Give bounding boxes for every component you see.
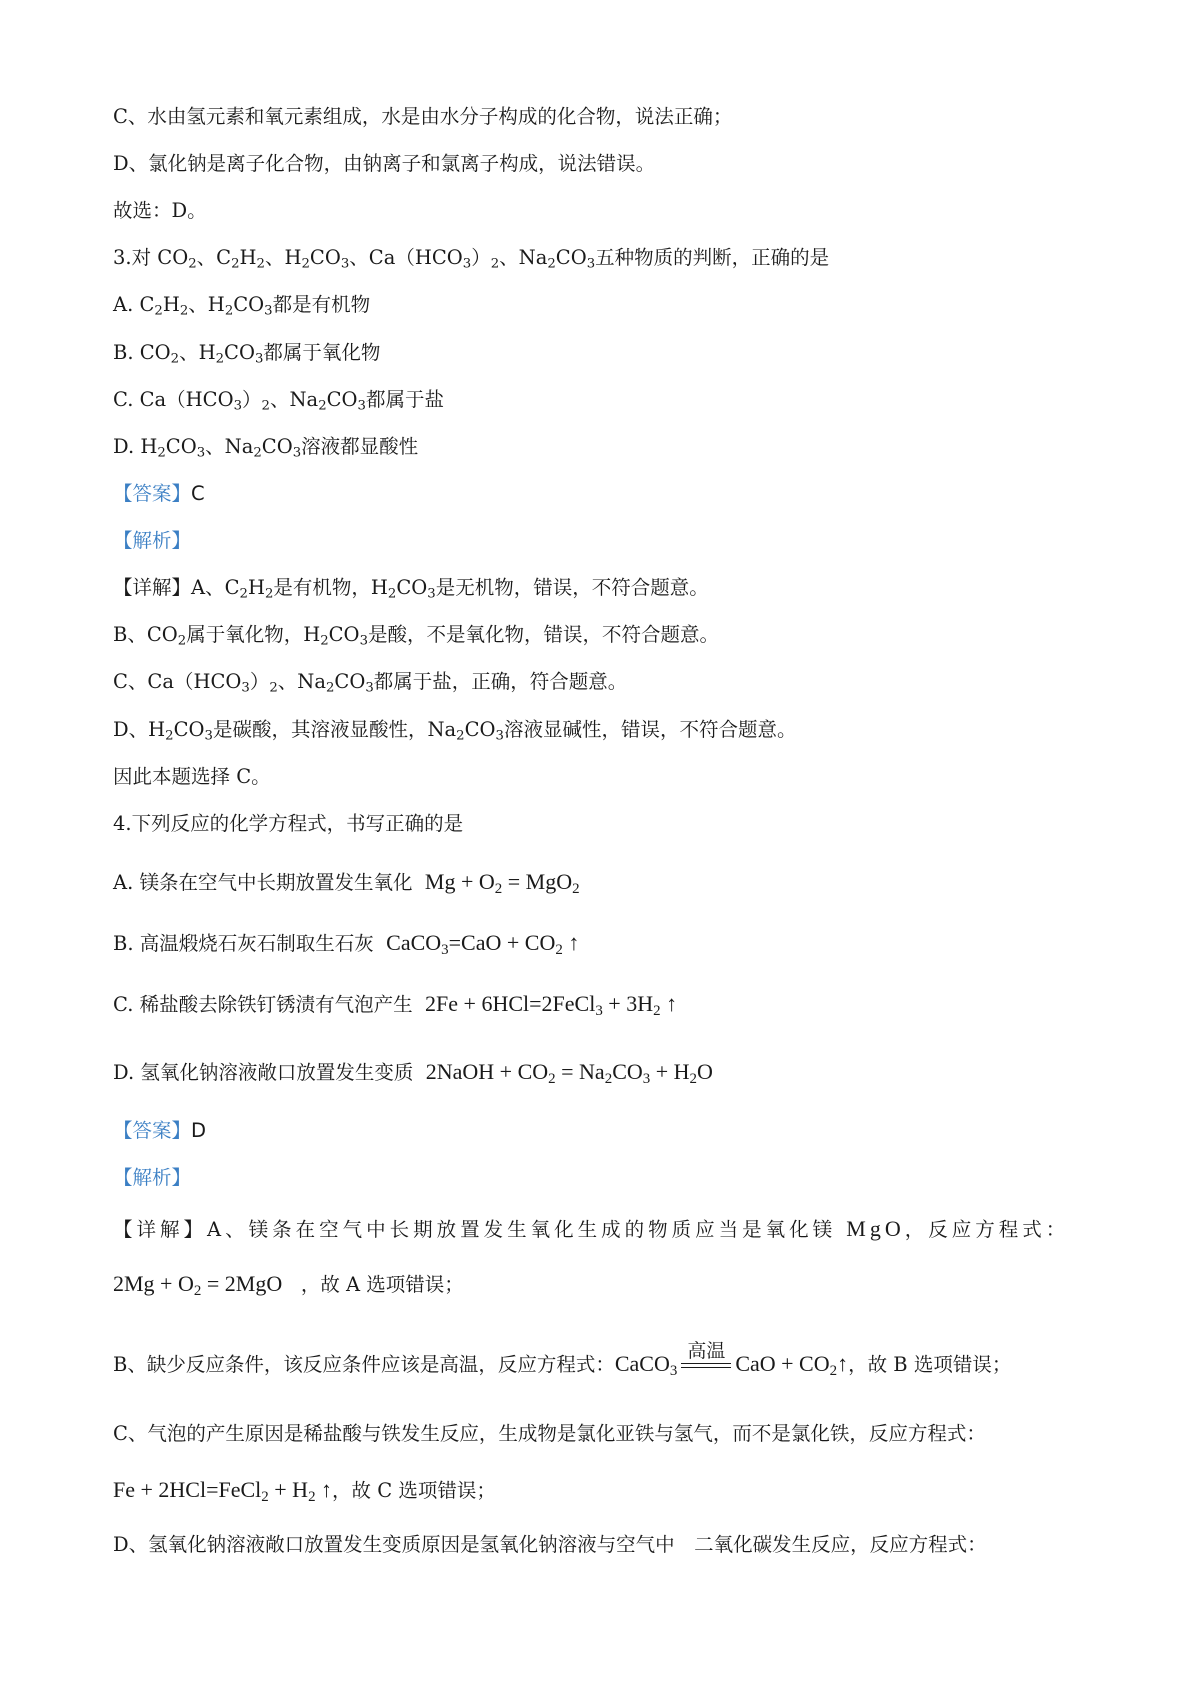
detail-line: C、气泡的产生原因是稀盐酸与铁发生反应，生成物是氯化亚铁与氢气，而不是氯化铁，反应方程式：	[113, 1422, 986, 1445]
option-d: D. 氢氧化钠溶液敞口放置发生变质 2NaOH + $CO_2 = Na_2CO_3 + H_2O$	[113, 1059, 713, 1088]
text-line: D、氯化钠是离子化合物，由钠离子和氯离子构成，说法错误。	[113, 152, 656, 175]
option-c: C. $Ca(HCO_3)_2$、$Na_2CO_3$都属于盐	[113, 388, 444, 414]
detail-line: D、氢氧化钠溶液敞口放置发生变质原因是氢氧化钠溶液与空气中 二氧化碳发生反应，反应方程式：	[113, 1533, 987, 1556]
option-b: B. $CO_2$、$H_2CO_3$都属于氧化物	[113, 341, 381, 367]
detail-line: B、缺少反应条件，该反应条件应该是高温，反应方程式：CaCO$_3$ 高温 CaO + $CO_2↑$，故 B 选项错误；	[113, 1341, 1012, 1380]
detail-line: 【详解】A、镁条在空气中长期放置发生氧化生成的物质应当是氧化镁 MgO，反应方程式：	[113, 1216, 1070, 1241]
option-b: B. 高温煅烧石灰石制取生石灰 CaCO$_3$=CaO + $CO_2$ ↑	[113, 930, 580, 959]
detail-line: Fe + 2HCl=FeCl$_2$ + $H_2$ ↑，故 C 选项错误；	[113, 1477, 496, 1506]
analysis-label: 【解析】	[113, 529, 192, 552]
text-line: 故选：D。	[113, 199, 207, 222]
detail-line: 【详解】A、$C_2H_2$是有机物，$H_2CO_3$是无机物，错误，不符合题意。	[113, 576, 709, 602]
option-d: D. $H_2CO_3$、$Na_2CO_3$溶液都显酸性	[113, 435, 419, 461]
option-a: A. 镁条在空气中长期放置发生氧化 $Mg + O_2 = MgO_2$	[113, 869, 580, 898]
answer-label: 【答案】C	[113, 482, 205, 505]
detail-line: 因此本题选择 C。	[113, 765, 271, 788]
detail-line: B、$CO_2$属于氧化物，$H_2CO_3$是酸，不是氧化物，错误，不符合题意。	[113, 623, 720, 649]
detail-line: $2Mg + O_2 = 2MgO$ ，故 A 选项错误；	[113, 1271, 464, 1300]
question-4-stem: 4.下列反应的化学方程式，书写正确的是	[113, 812, 464, 835]
option-a: A. $C_2H_2$、$H_2CO_3$都是有机物	[113, 293, 371, 319]
answer-label: 【答案】D	[113, 1119, 207, 1142]
analysis-label: 【解析】	[113, 1166, 192, 1189]
option-c: C. 稀盐酸去除铁钉锈渍有气泡产生 2Fe + 6HCl=2FeCl$_3$ + $3H_2$ ↑	[113, 991, 678, 1020]
reaction-condition: 高温	[681, 1350, 731, 1378]
question-3-stem: 3.对 $CO_2$、$C_2H_2$、$H_2CO_3$、$Ca(HCO_3)_2$、$Na_2CO_3$五种物质的判断，正确的是	[113, 246, 830, 272]
text-line: C、水由氢元素和氧元素组成，水是由水分子构成的化合物，说法正确；	[113, 105, 733, 128]
detail-line: D、$H_2CO_3$是碳酸，其溶液显酸性，$Na_2CO_3$溶液显碱性，错误，不符合题意。	[113, 718, 797, 744]
detail-line: C、$Ca(HCO_3)_2$、$Na_2CO_3$都属于盐，正确，符合题意。	[113, 670, 628, 696]
